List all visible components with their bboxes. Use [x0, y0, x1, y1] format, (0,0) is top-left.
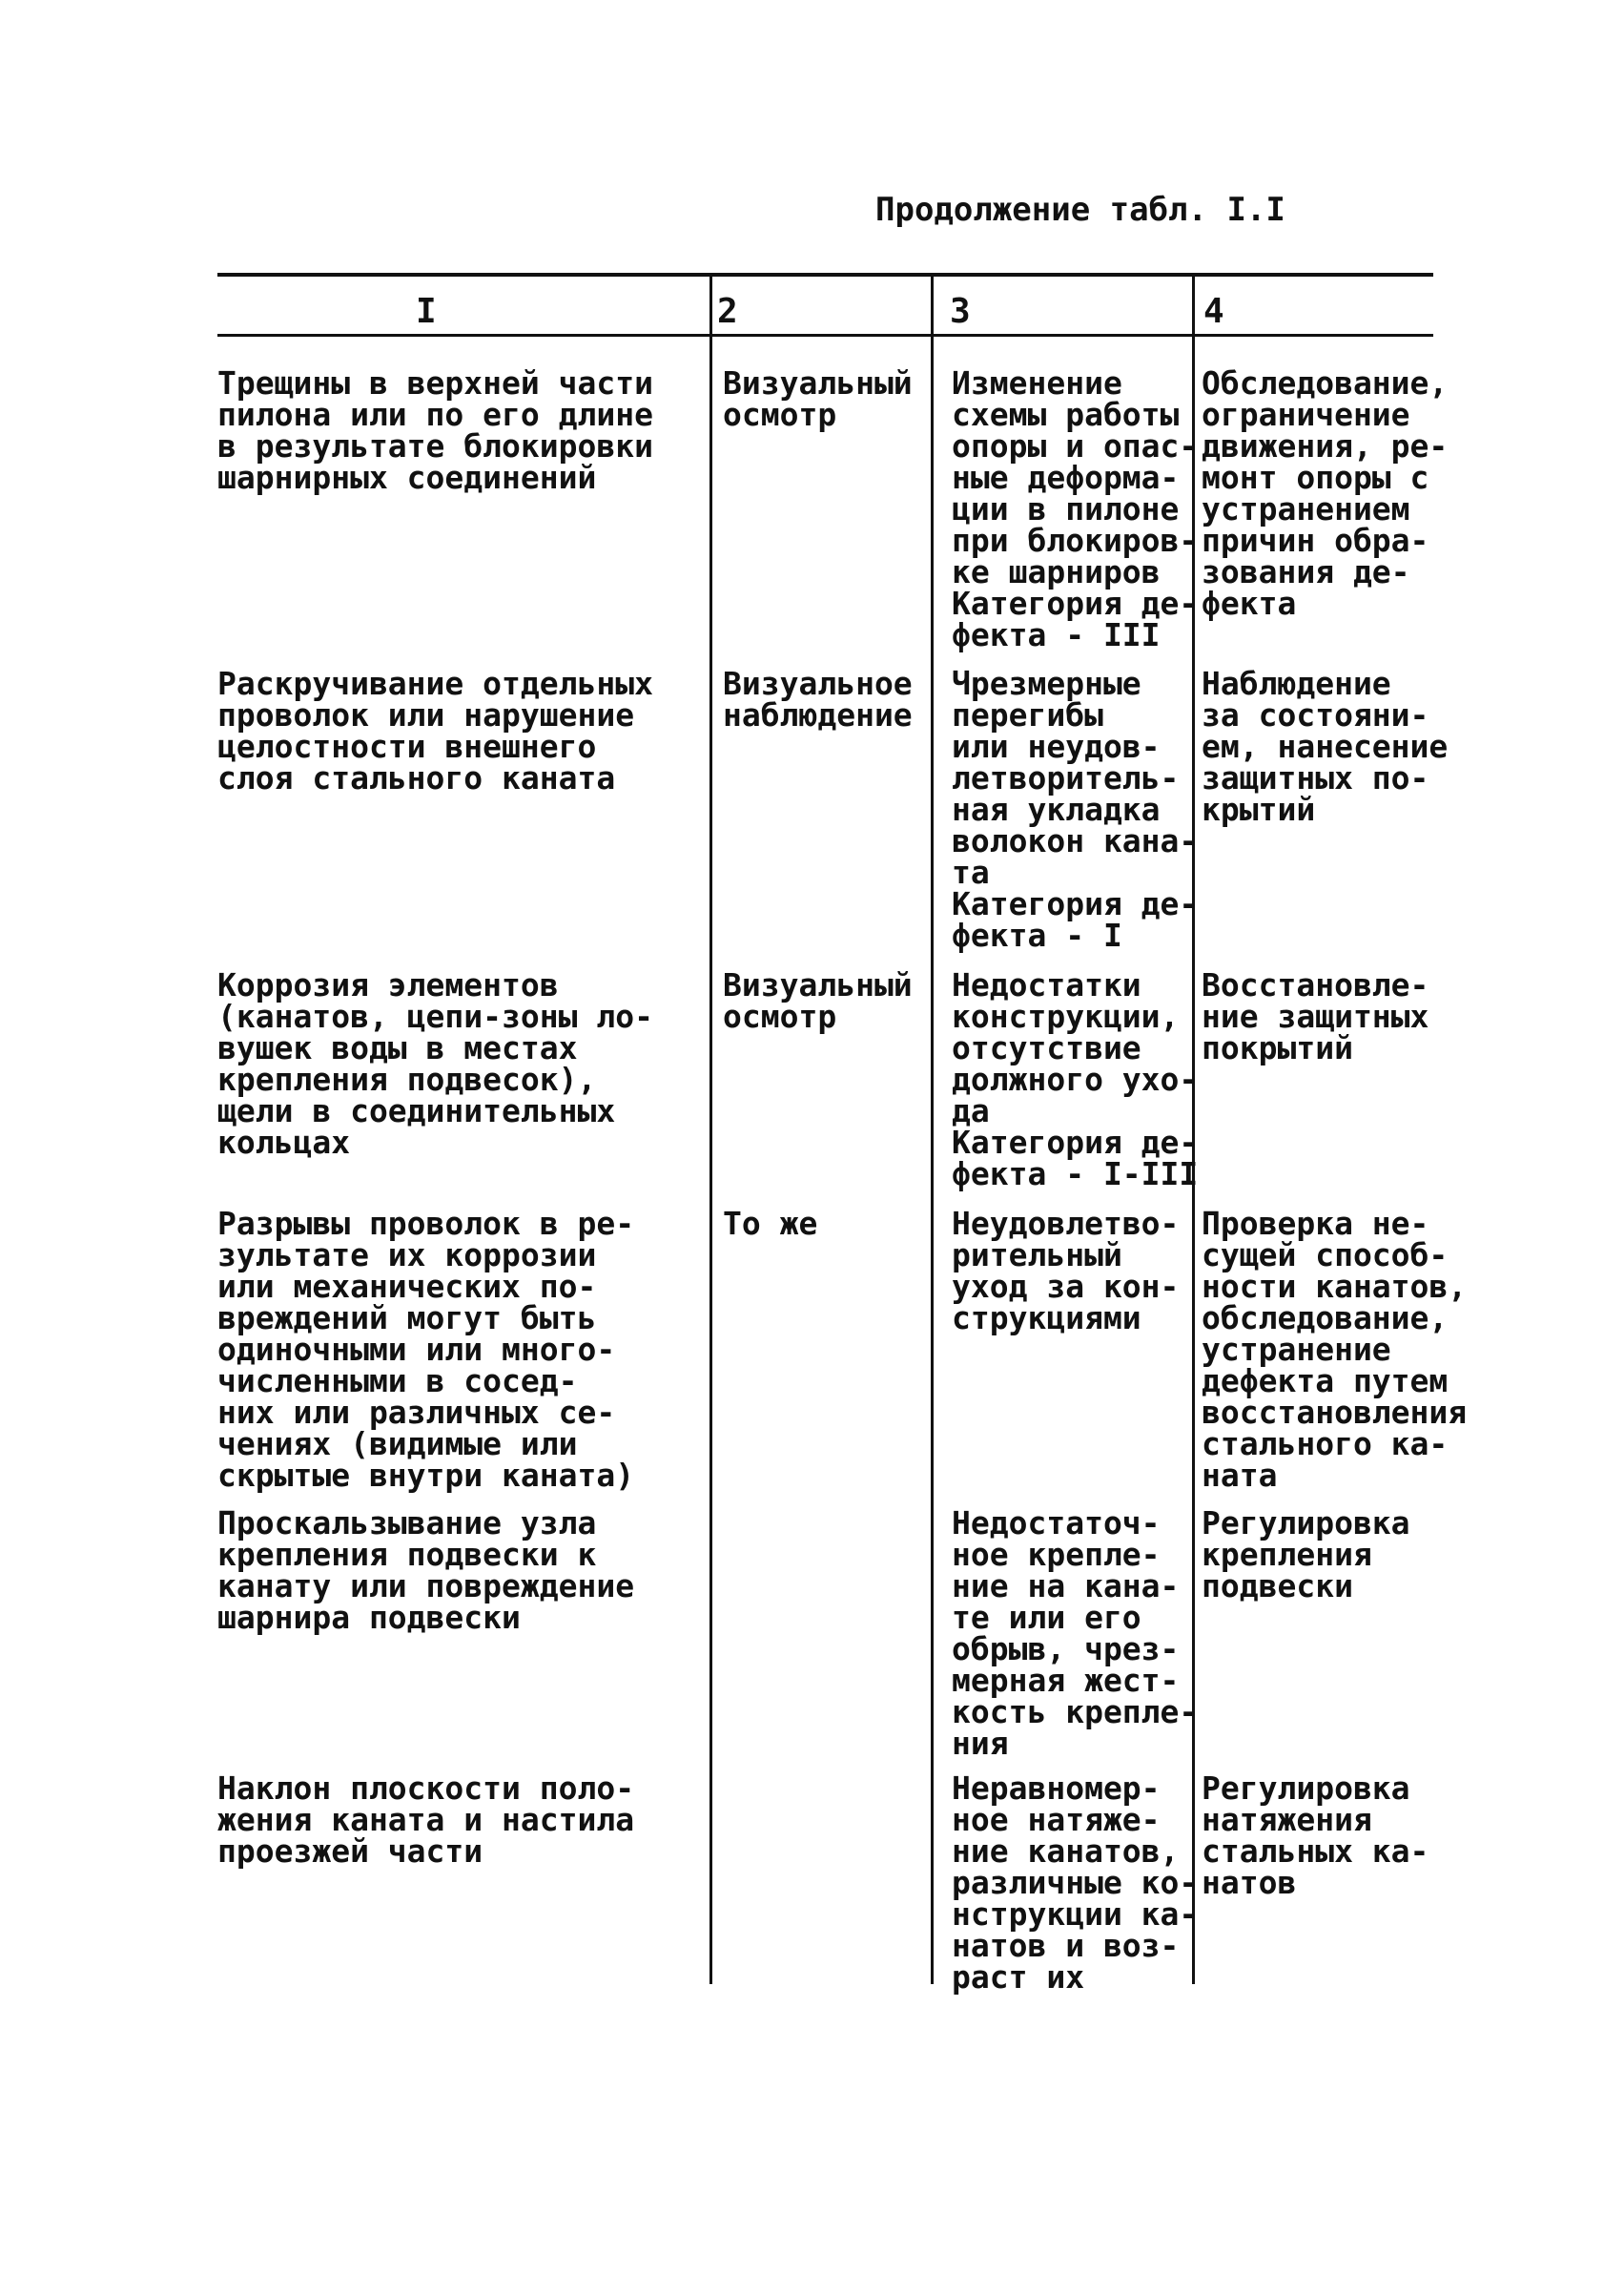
row-4-defect: Разрывы проволок в ре- зультате их коррозии или механических по- вреждений могут быть одиночными или много- численными в сосед- них или различных се- чениях (видимые или скрытые внутри каната)	[217, 1205, 635, 1494]
column-header-3: 3	[950, 292, 971, 331]
row-2-action: Наблюдение за состояни- ем, нанесение защитных по- крытий	[1202, 665, 1449, 828]
row-4-cause: Неудовлетво- рительный уход за кон- струкциями	[952, 1205, 1180, 1336]
row-3-defect: Коррозия элементов (канатов, цепи-зоны ло- вушек воды в местах крепления подвесок), щели в соединительных кольцах	[217, 966, 653, 1161]
table-header-rule	[217, 334, 1433, 337]
column-divider-1	[709, 277, 712, 1984]
row-6-action: Регулировка натяжения стальных ка- натов	[1202, 1769, 1429, 1901]
row-5-cause: Недостаточ- ное крепле- ние на кана- те или его обрыв, чрез- мерная жест- кость крепле- ния	[952, 1504, 1199, 1762]
row-4-method: То же	[723, 1205, 818, 1242]
row-5-action: Регулировка крепления подвески	[1202, 1504, 1410, 1604]
row-4-action: Проверка не- сущей способ- ности канатов, обследование, устранение дефекта путем восстановления стального ка- ната	[1202, 1205, 1468, 1494]
row-6-cause: Неравномер- ное натяже- ние канатов, различные ко- нструкции ка- натов и воз- раст их	[952, 1769, 1199, 1996]
row-3-cause: Недостатки конструкции, отсутствие должного ухо- да Категория де- фекта - I-III	[952, 966, 1199, 1192]
column-header-1: I	[416, 292, 437, 331]
column-header-2: 2	[717, 292, 738, 331]
row-3-action: Восстановле- ние защитных покрытий	[1202, 966, 1429, 1066]
table-top-rule	[217, 273, 1433, 277]
row-2-defect: Раскручивание отдельных проволок или нарушение целостности внешнего слоя стального каната	[217, 665, 653, 797]
row-6-defect: Наклон плоскости поло- жения каната и настила проезжей части	[217, 1769, 635, 1870]
row-2-method: Визуальное наблюдение	[723, 665, 913, 734]
column-divider-2	[931, 277, 934, 1984]
row-1-method: Визуальный осмотр	[723, 364, 913, 433]
row-1-action: Обследование, ограничение движения, ре- монт опоры с устранением причин обра- зования де- фекта	[1202, 364, 1449, 622]
row-2-cause: Чрезмерные перегибы или неудов- летворитель- ная укладка волокон кана- та Категория де- фекта - I	[952, 665, 1199, 954]
row-5-defect: Проскальзывание узла крепления подвески к канату или повреждение шарнира подвески	[217, 1504, 635, 1636]
row-1-cause: Изменение схемы работы опоры и опас- ные деформа- ции в пилоне при блокиров- ке шарниров Категория де- фекта - III	[952, 364, 1199, 653]
column-header-4: 4	[1203, 292, 1224, 331]
row-1-defect: Трещины в верхней части пилона или по его длине в результате блокировки шарнирных соединений	[217, 364, 653, 496]
table-caption: Продолжение табл. I.I	[875, 191, 1285, 229]
row-3-method: Визуальный осмотр	[723, 966, 913, 1035]
